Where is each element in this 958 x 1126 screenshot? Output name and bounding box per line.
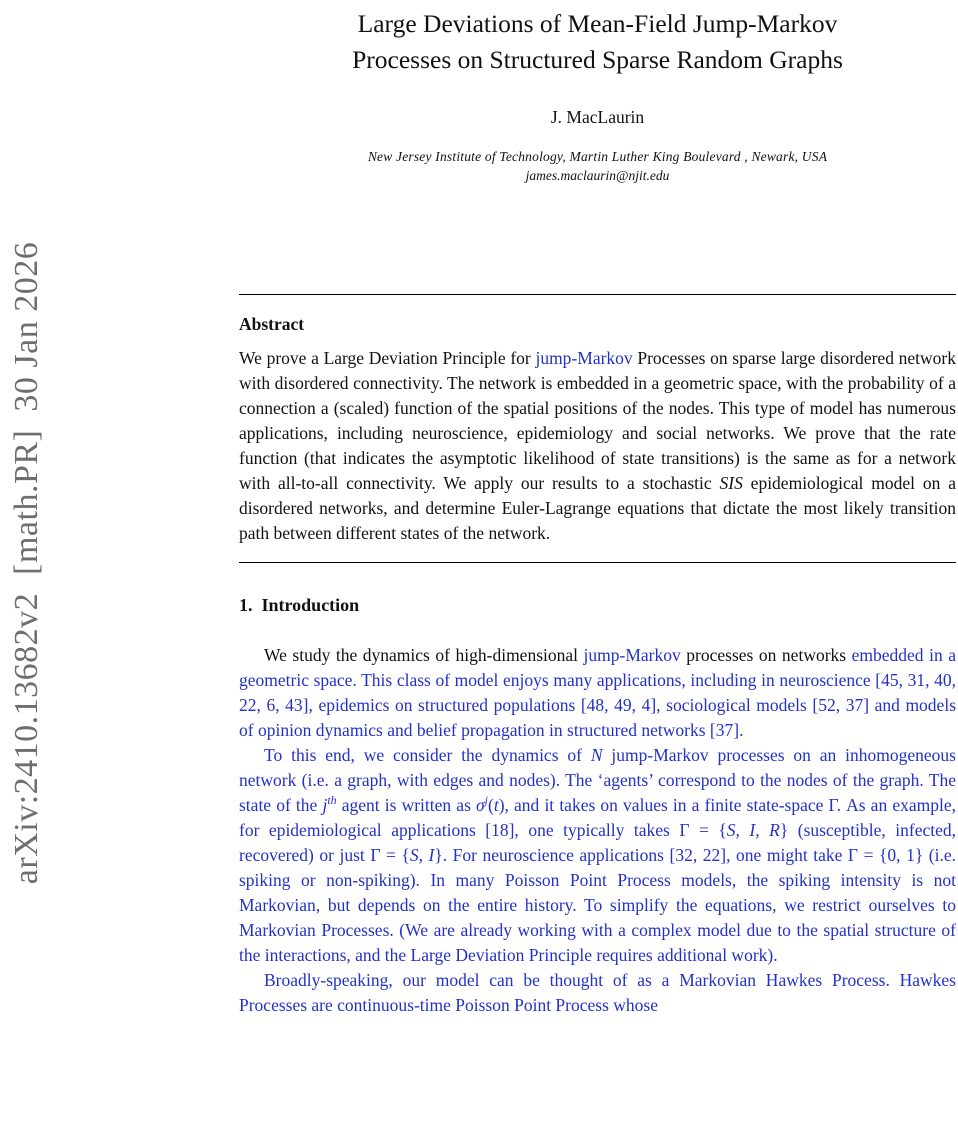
link-segment[interactable]: To this end, we consider the dynamics of [264,745,591,765]
intro-paragraph-1 [239,643,956,743]
link-segment[interactable]: th [327,793,337,808]
link-segment[interactable]: embedded in a geometric space. This class of model enjoys many applications, including in neuroscience [45, 31, 40, 22, 6, 43], epidemics on structured populations [48, 49, 4], sociological models [52, 37] and models of opinion dynamics and belief propagation in structured networks [37]. [239,645,957,740]
arxiv-watermark: arXiv:2410.13682v2 [math.PR] 30 Jan 2026 [8,241,45,885]
link-segment[interactable]: jump-Markov processes on an inhomogeneous network (i.e. a graph, with edges and nodes). The ‘agents’ correspond to the nodes of the graph. The state of the [239,745,956,815]
link-segment[interactable]: jump-Markov [535,348,633,368]
link-segment[interactable]: agent is written as [336,795,477,815]
text-segment: epidemiological model on a disordered networks, and determine Euler-Lagrange equations that dictate the most likely transition path between different states of the network. [239,473,956,543]
paper-title [239,6,956,78]
intro-paragraph-2 [239,743,956,968]
author-name: J. MacLaurin [550,107,645,127]
link-segment[interactable]: t [493,795,499,815]
paper-title-line2: Processes on Structured Sparse Random Graphs [352,45,843,74]
link-segment[interactable]: S, I, R [726,820,780,840]
paper-title-line1: Large Deviations of Mean-Field Jump-Markov [357,9,838,38]
link-segment[interactable]: }. For neuroscience applications [32, 22], one might take Γ = {0, 1} (i.e. spiking or non-spiking). In many Poisson Point Process models, the spiking intensity is not Markovian, but depends on the entire history. To simplify the equations, we restrict ourselves to Markovian Processes. (We are already working with a complex model due to the spatial structure of the interactions, and the Large Deviation Principle requires additional work). [239,845,956,965]
text-segment: SIS [719,473,743,493]
link-segment[interactable]: ( [487,795,494,815]
link-segment[interactable]: σ [476,795,485,815]
link-segment[interactable]: S, I [409,845,435,865]
link-segment[interactable]: jump-Markov [583,645,681,665]
link-segment[interactable]: N [590,745,603,765]
abstract-bottom-rule [239,562,956,563]
author-email: james.maclaurin@njit.edu [525,168,670,183]
abstract-heading: Abstract [239,314,305,334]
link-segment[interactable]: Broadly-speaking, our model can be thought of as a Markovian Hawkes Process. Hawkes Processes are continuous-time Poisson Point Process whose [239,970,956,1015]
paper-page [239,0,956,1018]
intro-paragraph-3 [239,968,956,1018]
link-segment[interactable]: } (susceptible, infected, recovered) or just Γ = { [239,820,956,865]
abstract-text [239,346,956,546]
link-segment[interactable]: j [484,793,488,808]
link-segment[interactable]: j [322,795,328,815]
abstract-top-rule [239,294,956,295]
text-segment: We study the dynamics of high-dimensional [264,645,584,665]
author-affiliation: New Jersey Institute of Technology, Martin Luther King Boulevard , Newark, USA [367,149,828,164]
section-heading-introduction: 1. Introduction [239,595,360,615]
text-segment: processes on networks [680,645,852,665]
text-segment: Processes on sparse large disordered network with disordered connectivity. The network is embedded in a geometric space, with the probability of a connection a (scaled) function of the spatial positions of the nodes. This type of model has numerous applications, including neuroscience, epidemiology and social networks. We prove that the rate function (that indicates the asymptotic likelihood of state transitions) is the same as for a network with all-to-all connectivity. We apply our results to a stochastic [239,348,956,493]
text-segment: We prove a Large Deviation Principle for [239,348,536,368]
link-segment[interactable]: ), and it takes on values in a finite state-space Γ. As an example, for epidemiological applications [18], one typically takes Γ = { [239,795,956,840]
